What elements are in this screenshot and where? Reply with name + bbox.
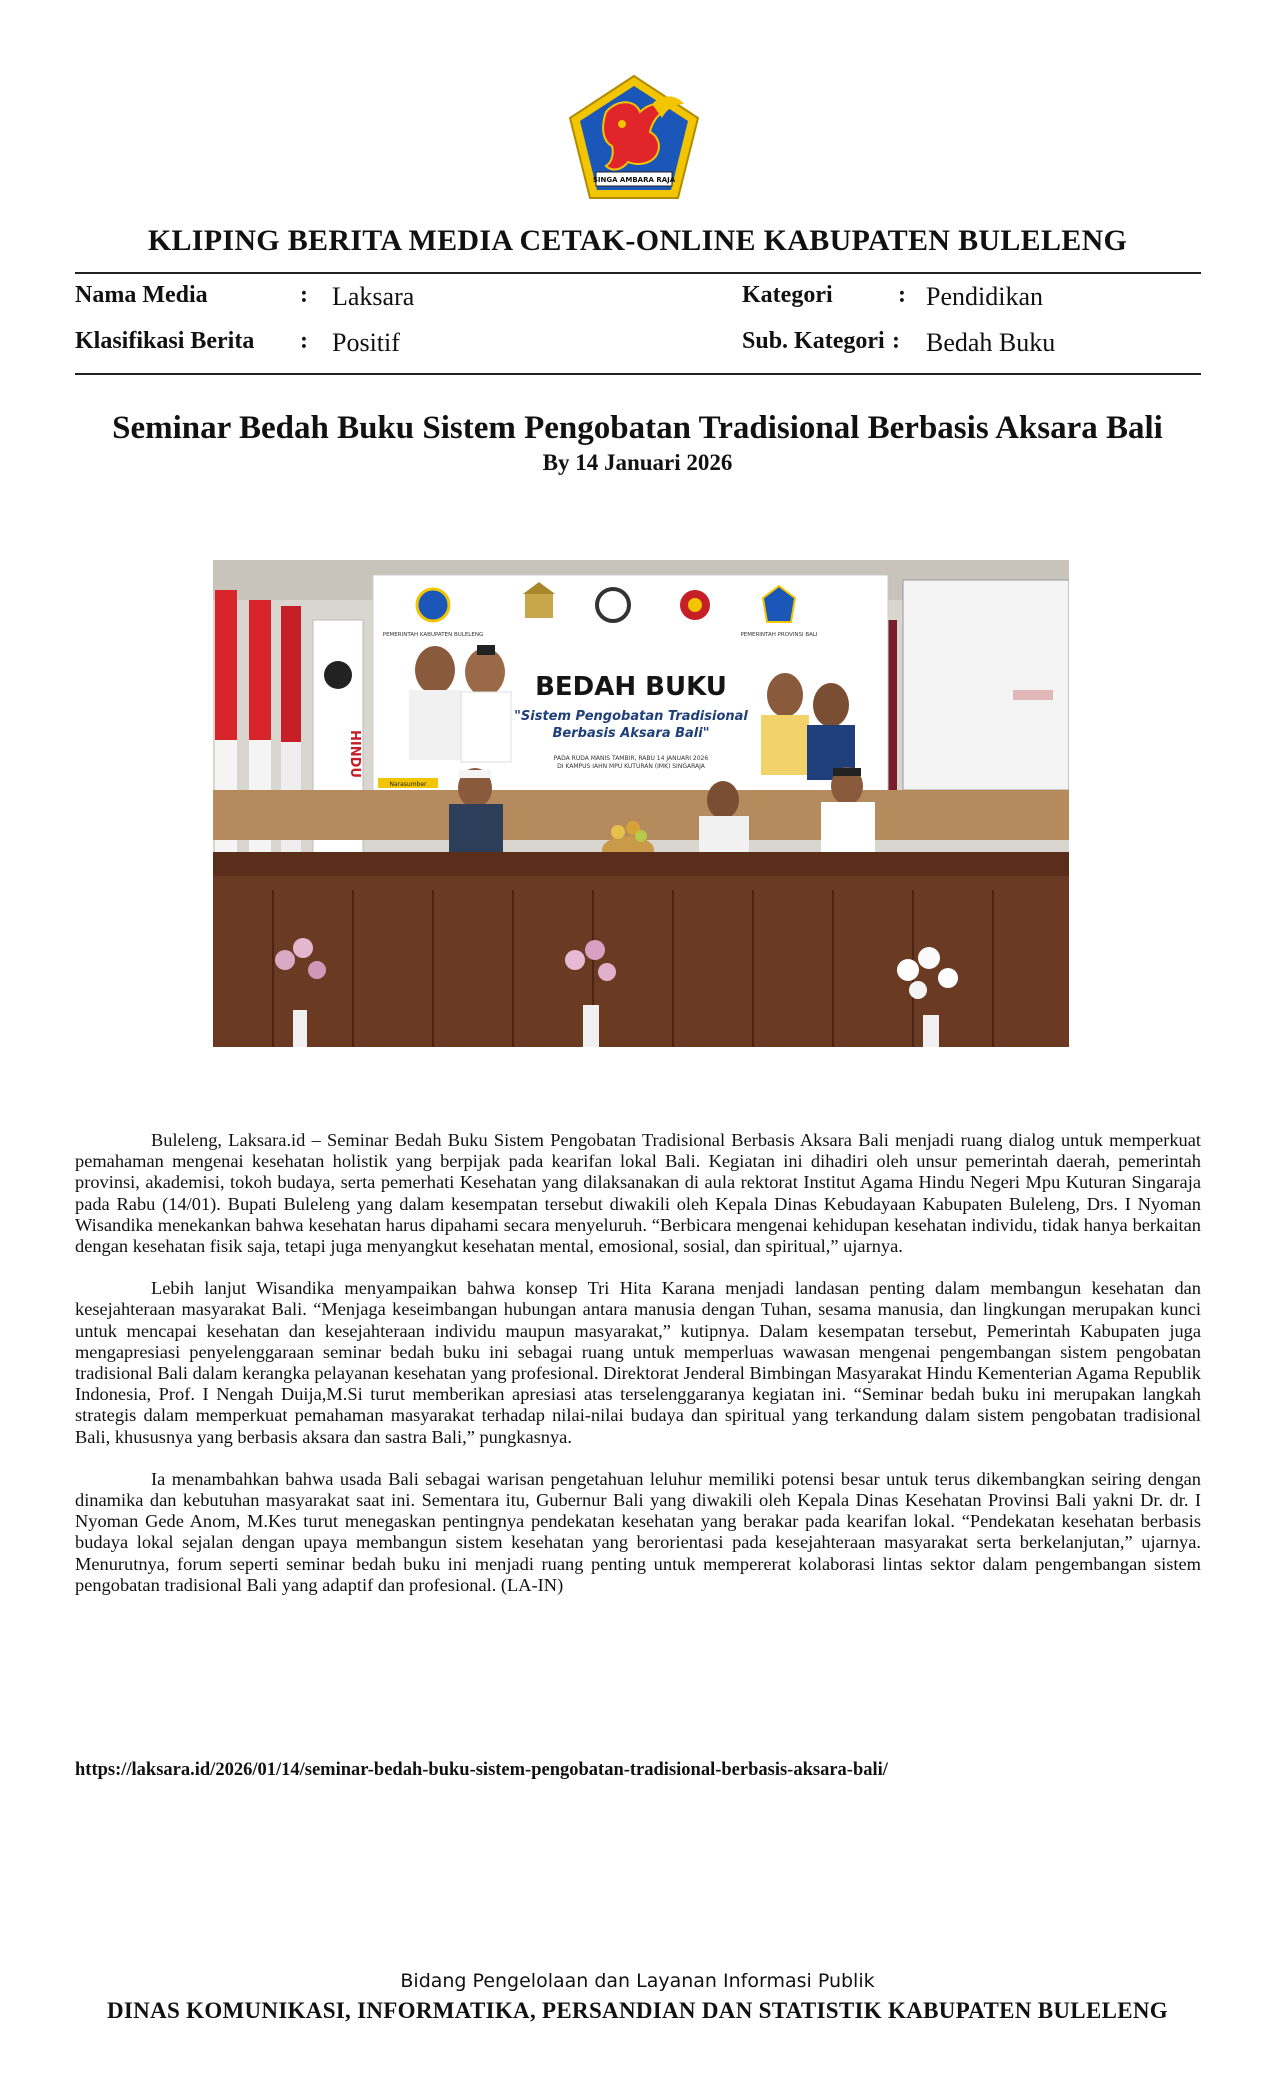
banner-subtitle-line1: "Sistem Pengobatan Tradisional: [514, 709, 748, 724]
subkategori-value: Bedah Buku: [926, 328, 1056, 357]
banner-info-line2: DI KAMPUS IAHN MPU KUTURAN (IMK) SINGARAJA: [557, 763, 705, 770]
footer-subtitle: Bidang Pengelolaan dan Layanan Informasi Publik: [400, 1970, 875, 1992]
kategori-colon: :: [898, 282, 906, 308]
article-paragraph: Buleleng, Laksara.id – Seminar Bedah Buku Sistem Pengobatan Tradisional Berbasis Aksara Bali menjadi ruang dialog untuk memperkuat pemahaman mengenai kesehatan holistik yang berpijak pada kearifan lokal Bali. Kegiatan ini dihadiri oleh unsur pemerintah daerah, pemerintah provinsi, akademisi, tokoh budaya, serta pemerhati Kesehatan yang dilaksanakan di aula rektorat Institut Agama Hindu Negeri Mpu Kuturan Singaraja pada Rabu (14/01). Bupati Buleleng yang dalam kesempatan tersebut diwakili oleh Kepala Dinas Kebudayaan Kabupaten Buleleng, Drs. I Nyoman Wisandika menekankan bahwa kesehatan harus dipahami secara menyeluruh. “Berbicara mengenai kehidupan kesehatan individu, tidak hanya berkaitan dengan kesehatan fisik saja, tetapi juga menyangkut kesehatan mental, emosional, sosial, dan spiritual,” ujarnya.: [75, 1130, 1201, 1257]
banner-logo-red-emblem-icon: [680, 590, 710, 620]
klasifikasi-label: Klasifikasi Berita: [75, 328, 255, 354]
crest-motto: SINGA AMBARA RAJA: [592, 176, 676, 184]
kategori-value: Pendidikan: [926, 282, 1043, 311]
footer-title: DINAS KOMUNIKASI, INFORMATIKA, PERSANDIAN DAN STATISTIK KABUPATEN BULELENG: [107, 1998, 1168, 2023]
source-url: https://laksara.id/2026/01/14/seminar-bedah-buku-sistem-pengobatan-tradisional-berbasis-aksara-bali/: [75, 1760, 888, 1780]
media-label: Nama Media: [75, 282, 208, 308]
banner-subtitle-line2: Berbasis Aksara Bali": [552, 726, 710, 741]
article-paragraph: Lebih lanjut Wisandika menyampaikan bahwa konsep Tri Hita Karana menjadi landasan penting dalam membangun kesehatan dan kesejahteraan masyarakat Bali. “Menjaga keseimbangan hubungan antara manusia dengan Tuhan, sesama manusia, dan lingkungan merupakan kunci untuk mencapai kesehatan dan kesejahteraan individu maupun masyarakat,” kutipnya. Dalam kesempatan tersebut, Pemerintah Kabupaten juga mengapresiasi penyelenggaraan seminar bedah buku ini sebagai ruang untuk memperluas wawasan mengenai pengembangan sistem pengobatan tradisional Bali dalam kerangka pelayanan kesehatan yang profesional. Direktorat Jenderal Bimbingan Masyarakat Hindu Kementerian Agama Republik Indonesia, Prof. I Nengah Duija,M.Si turut memberikan apresiasi atas terselenggaranya kegiatan ini. “Seminar bedah buku ini merupakan langkah strategis dalam memperkuat pemahaman masyarakat terhadap nilai-nilai budaya dan spiritual yang terkandung dalam sistem pengobatan tradisional Bali, khususnya yang berbasis aksara dan sastra Bali,” pungkasnya.: [75, 1278, 1201, 1447]
banner-tag-left: Narasumber: [389, 781, 427, 788]
banner-heading: BEDAH BUKU: [535, 672, 727, 702]
banner-logo-mandala-icon: [597, 589, 629, 621]
clipping-header-title: KLIPING BERITA MEDIA CETAK-ONLINE KABUPATEN BULELENG: [147, 224, 1128, 257]
article-body: [75, 1130, 1201, 1617]
klasifikasi-value: Positif: [332, 328, 400, 357]
banner-info-line1: PADA RUDA MANIS TAMBIR, RABU 14 JANUARI 2026: [553, 755, 709, 762]
subkategori-label: Sub. Kategori: [742, 328, 885, 354]
media-colon: :: [300, 282, 308, 308]
klasifikasi-colon: :: [300, 328, 308, 354]
side-banner-text: HINDU: [347, 730, 362, 778]
article-paragraph: Ia menambahkan bahwa usada Bali sebagai warisan pengetahuan leluhur memiliki potensi besar untuk terus dikembangkan seiring dengan dinamika dan kebutuhan masyarakat saat ini. Sementara itu, Gubernur Bali yang diwakili oleh Kepala Dinas Kesehatan Provinsi Bali yakni Dr. dr. I Nyoman Gede Anom, M.Kes turut menegaskan pentingnya pendekatan kesehatan yang berakar pada kearifan lokal. “Pendekatan kesehatan berbasis budaya lokal sejalan dengan upaya membangun sistem kesehatan yang berorientasi pada kesejahteraan masyarakat serta berkelanjutan,” ujarnya. Menurutnya, forum seperti seminar bedah buku ini menjadi ruang penting untuk mempererat kolaborasi lintas sektor dalam pengembangan sistem pengobatan tradisional Bali yang adaptif dan profesional. (LA-IN): [75, 1468, 1201, 1595]
svg-text:PEMERINTAH PROVINSI BALI: PEMERINTAH PROVINSI BALI: [740, 632, 818, 638]
article-title: Seminar Bedah Buku Sistem Pengobatan Tradisional Berbasis Aksara Bali: [112, 410, 1163, 446]
kabupaten-buleleng-crest-icon: [566, 74, 702, 202]
subkategori-colon: :: [892, 328, 900, 354]
media-value: Laksara: [332, 282, 415, 311]
svg-text:PEMERINTAH KABUPATEN BULELENG: PEMERINTAH KABUPATEN BULELENG: [382, 632, 484, 638]
header-divider-top: [75, 272, 1201, 274]
header-divider-bottom: [75, 373, 1201, 375]
article-byline: By 14 Januari 2026: [542, 450, 733, 475]
kategori-label: Kategori: [742, 282, 833, 308]
article-photo: [213, 560, 1069, 1047]
